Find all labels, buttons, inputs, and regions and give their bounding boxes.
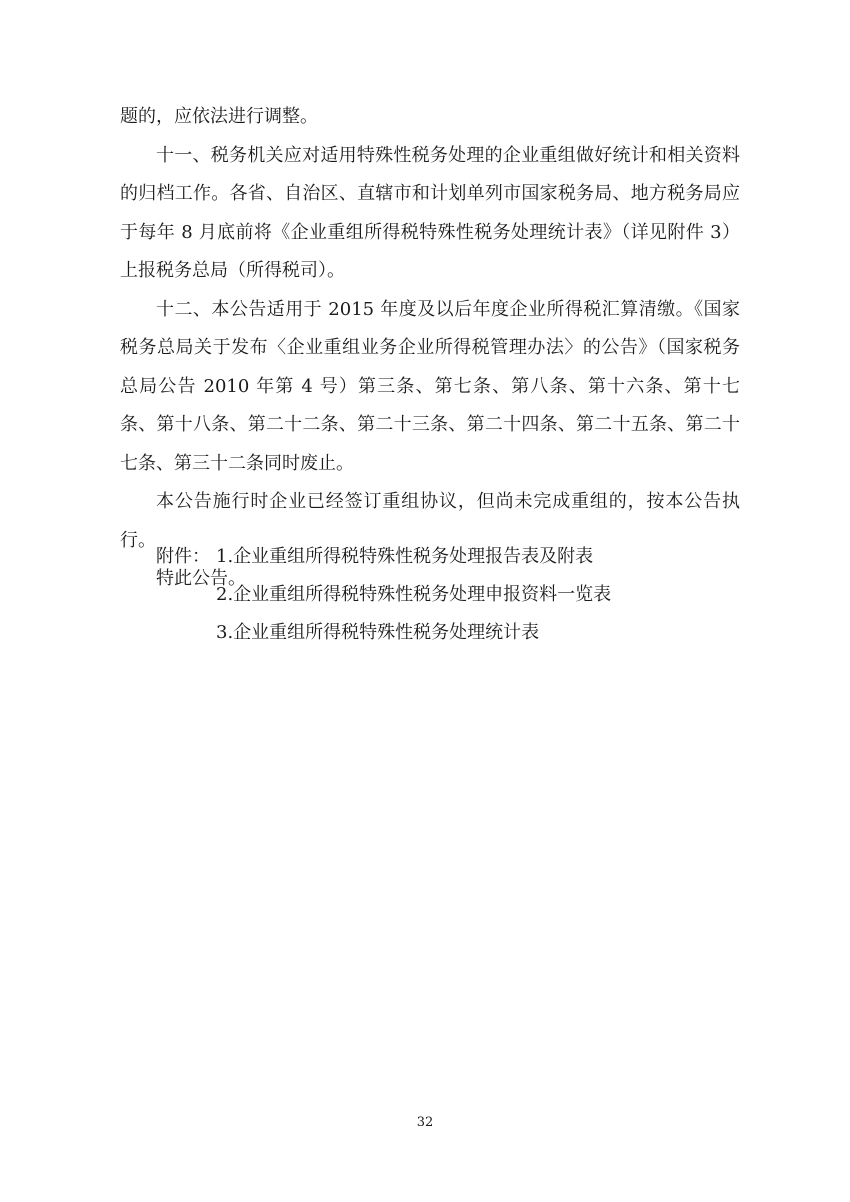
- paragraph-transition-rule: 本公告施行时企业已经签订重组协议，但尚未完成重组的，按本公告执行。: [120, 491, 740, 551]
- attachment-row: [156, 576, 756, 614]
- attachment-row: [156, 538, 756, 576]
- attachments-list: [156, 538, 756, 652]
- body-text: [120, 98, 740, 599]
- attachment-item: 3.企业重组所得税特殊性税务处理统计表: [216, 622, 540, 643]
- paragraph-article-11: 十一、税务机关应对适用特殊性税务处理的企业重组做好统计和相关资料的归档工作。各省、自治区、直辖市和计划单列市国家税务局、地方税务局应于每年 8 月底前将《企业重组所得税特殊性税务处理统计表》（详见附件 3）上报税务总局（所得税司）。: [120, 144, 740, 281]
- attachment-item: 1.企业重组所得税特殊性税务处理报告表及附表: [216, 546, 594, 567]
- attachments-label: 附件：: [156, 546, 210, 567]
- page-number: 32: [416, 1115, 434, 1130]
- paragraph-closing: 特此公告。: [156, 568, 246, 589]
- paragraph-continuation: 题的，应依法进行调整。: [120, 106, 318, 127]
- paragraph-article-12: 十二、本公告适用于 2015 年度及以后年度企业所得税汇算清缴。《国家税务总局关于发布〈企业重组业务企业所得税管理办法〉的公告》（国家税务总局公告 2010 年第 4 号）第三条、第七条、第八条、第十六条、第十七条、第十八条、第二十二条、第二十三条、第二十四条、第二十五条、第二十七条、第三十二条同时废止。: [120, 298, 740, 474]
- attachment-item: 2.企业重组所得税特殊性税务处理申报资料一览表: [216, 584, 612, 605]
- attachment-row: [156, 614, 756, 652]
